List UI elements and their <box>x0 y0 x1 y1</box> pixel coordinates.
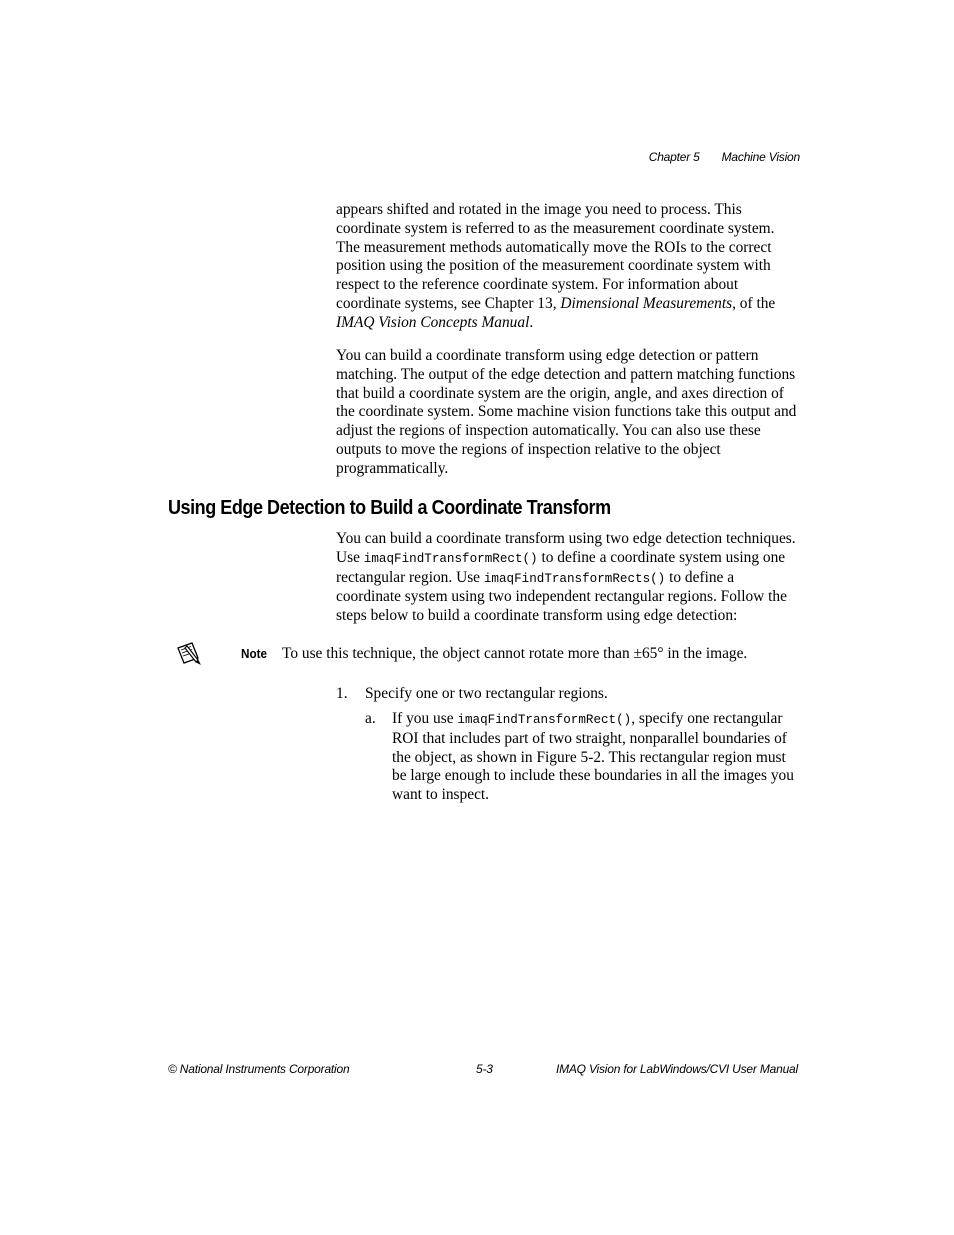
substep-text-part: If you use <box>392 710 458 727</box>
function-name-code: imaqFindTransformRects() <box>483 571 666 586</box>
footer-page-number: 5-3 <box>476 1062 493 1076</box>
step-text: Specify one or two rectangular regions. <box>365 685 608 702</box>
note-label: Note <box>241 646 268 661</box>
paragraph-text: appears shifted and rotated in the image you need to process. This coordinate system is referred to as the measurement coordinate system. The measurement methods automatically move the ROIs to the correct position using the position of the measurement coordinate system with respect to the reference coordinate system. For information about coordinate systems, see Chapter 13, <box>336 201 775 312</box>
note-text: To use this technique, the object cannot rotate more than ±65° in the image. <box>282 645 748 662</box>
running-head-chapter: Chapter 5 <box>648 150 700 164</box>
note-pencil-icon <box>176 640 204 666</box>
chapter-reference-link[interactable]: Dimensional Measurements <box>560 294 733 312</box>
manual-reference-link[interactable]: IMAQ Vision Concepts Manual <box>336 313 530 331</box>
paragraph-text: to define a coordinate system using two independent rectangular regions. Follow the steps below to build a coordinate transform using edge detection: <box>336 568 787 625</box>
paragraph-text: , of the <box>732 294 776 312</box>
substep-text <box>392 710 802 805</box>
step-number: 1. <box>336 685 348 702</box>
footer-copyright: © National Instruments Corporation <box>168 1062 350 1076</box>
paragraph-text: to define a coordinate system using one rectangular region. Use <box>336 548 786 586</box>
function-name-code: imaqFindTransformRect() <box>457 713 632 727</box>
substep-text-part: , specify one rectangular ROI that includes part of two straight, nonparallel boundaries of the object, as shown in Figure 5-2. This rectangular region must be large enough to include these boundaries in all the images you want to inspect. <box>392 710 794 804</box>
body-paragraph-3 <box>336 530 800 626</box>
function-name-code: imaqFindTransformRect() <box>363 551 538 566</box>
section-heading: Using Edge Detection to Build a Coordinate Transform <box>168 497 611 519</box>
paragraph-text: . <box>529 313 534 331</box>
footer-manual-title: IMAQ Vision for LabWindows/CVI User Manual <box>555 1062 798 1076</box>
substep-letter: a. <box>365 710 376 727</box>
paragraph-text: You can build a coordinate transform using edge detection or pattern matching. The output of the edge detection and pattern matching functions that build a coordinate system are the origin, angle, and axes direction of the coordinate system. Some machine vision functions take this output and adjust the regions of inspection automatically. You can also use these outputs to move the regions of inspection relative to the object programmatically. <box>336 347 797 477</box>
body-paragraph-2 <box>336 347 800 479</box>
running-head-title: Machine Vision <box>721 150 800 164</box>
paragraph-text: You can build a coordinate transform using two edge detection techniques. Use <box>336 530 796 566</box>
running-head <box>649 150 800 164</box>
body-paragraph-1 <box>336 201 800 333</box>
